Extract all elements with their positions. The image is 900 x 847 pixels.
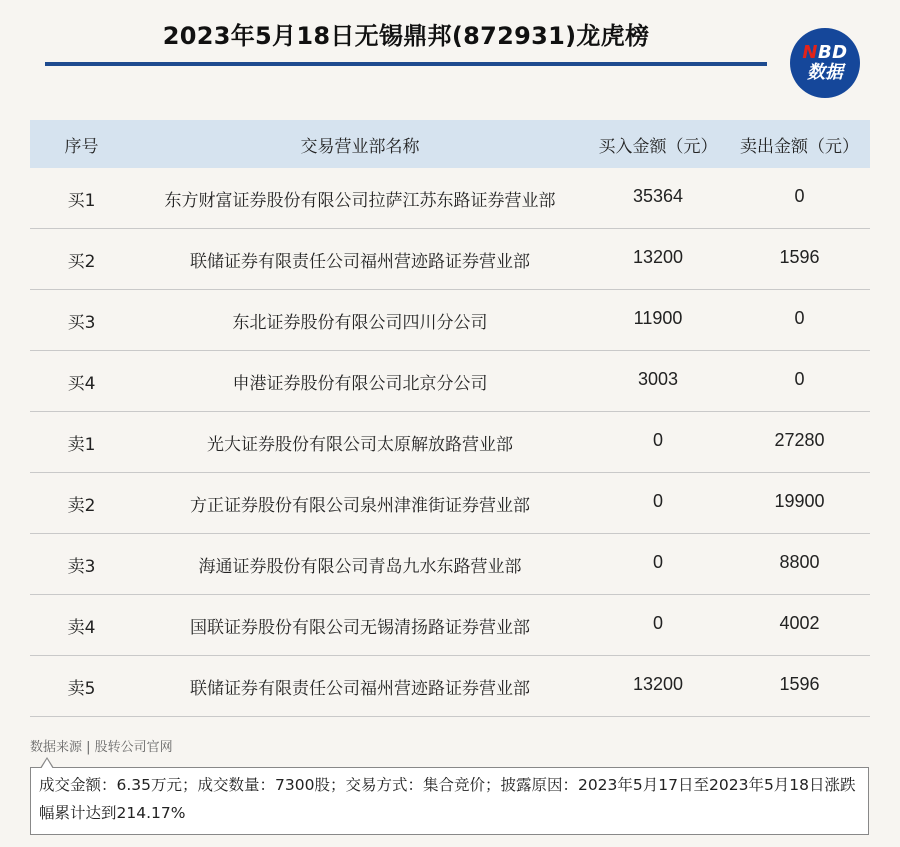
row-buy-amount: 3003 bbox=[637, 368, 679, 389]
table-header bbox=[30, 120, 870, 168]
table-row bbox=[30, 656, 870, 717]
table-row bbox=[30, 412, 870, 473]
row-sell-amount: 1596 bbox=[779, 246, 820, 267]
row-buy-amount: 13200 bbox=[632, 246, 684, 267]
row-seq: 卖1 bbox=[67, 434, 96, 455]
row-buy-amount: 35364 bbox=[632, 185, 684, 206]
logo-letters-bd: BD bbox=[817, 42, 848, 63]
row-sell-amount: 8800 bbox=[779, 551, 820, 572]
row-sell-amount: 19900 bbox=[774, 490, 825, 511]
table-row bbox=[30, 473, 870, 534]
table-row bbox=[30, 595, 870, 656]
header-seq: 序号 bbox=[64, 136, 99, 157]
row-buy-amount: 11900 bbox=[633, 307, 683, 328]
header-sell-amount: 卖出金额（元） bbox=[740, 136, 859, 157]
row-seq: 买3 bbox=[67, 312, 96, 333]
row-sell-amount: 1596 bbox=[779, 673, 820, 694]
row-sell-amount: 0 bbox=[794, 368, 805, 389]
logo-subtitle: 数据 bbox=[807, 62, 843, 83]
row-branch-name: 海通证券股份有限公司青岛九水东路营业部 bbox=[198, 556, 522, 577]
table-row bbox=[30, 534, 870, 595]
table-row bbox=[30, 168, 870, 229]
page-title: 2023年5月18日无锡鼎邦(872931)龙虎榜 bbox=[162, 22, 650, 50]
row-sell-amount: 0 bbox=[794, 307, 805, 328]
row-branch-name: 光大证券股份有限公司太原解放路营业部 bbox=[207, 434, 513, 455]
row-seq: 卖5 bbox=[67, 678, 96, 699]
trade-summary-note bbox=[30, 767, 869, 835]
logo-letter-n: N bbox=[802, 42, 818, 63]
data-source: 数据来源 | 股转公司官网 bbox=[30, 740, 173, 755]
row-buy-amount: 0 bbox=[652, 612, 663, 633]
table-row bbox=[30, 351, 870, 412]
row-branch-name: 联储证券有限责任公司福州营迹路证券营业部 bbox=[190, 251, 530, 272]
row-seq: 卖4 bbox=[67, 617, 96, 638]
row-seq: 卖2 bbox=[67, 495, 96, 516]
row-branch-name: 方正证券股份有限公司泉州津淮街证券营业部 bbox=[190, 495, 530, 516]
trade-summary-text: 成交金额：6.35万元；成交数量：7300股；交易方式：集合竞价；披露原因：2023年5月17日至2023年5月18日涨跌幅累计达到214.17% bbox=[39, 776, 856, 822]
row-branch-name: 联储证券有限责任公司福州营迹路证券营业部 bbox=[190, 678, 530, 699]
table-row bbox=[30, 290, 870, 351]
row-buy-amount: 0 bbox=[652, 551, 663, 572]
row-seq: 买1 bbox=[67, 190, 96, 211]
row-buy-amount: 0 bbox=[652, 490, 663, 511]
header-branch-name: 交易营业部名称 bbox=[300, 136, 420, 157]
row-sell-amount: 27280 bbox=[774, 429, 825, 450]
row-seq: 卖3 bbox=[67, 556, 96, 577]
dragon-tiger-table bbox=[30, 120, 870, 717]
nbd-data-logo bbox=[790, 28, 860, 98]
header-buy-amount: 买入金额（元） bbox=[598, 136, 718, 157]
row-branch-name: 东北证券股份有限公司四川分公司 bbox=[232, 312, 488, 333]
row-seq: 买2 bbox=[67, 251, 96, 272]
row-branch-name: 申港证券股份有限公司北京分公司 bbox=[232, 373, 488, 394]
note-pointer-fill bbox=[41, 759, 53, 769]
row-branch-name: 东方财富证券股份有限公司拉萨江苏东路证券营业部 bbox=[164, 190, 556, 211]
table-row bbox=[30, 229, 870, 290]
row-seq: 买4 bbox=[67, 373, 96, 394]
row-branch-name: 国联证券股份有限公司无锡清扬路证券营业部 bbox=[190, 617, 530, 638]
row-sell-amount: 4002 bbox=[779, 612, 820, 633]
row-buy-amount: 13200 bbox=[632, 673, 684, 694]
title-underline bbox=[45, 62, 767, 66]
row-buy-amount: 0 bbox=[652, 429, 663, 450]
row-sell-amount: 0 bbox=[794, 185, 805, 206]
